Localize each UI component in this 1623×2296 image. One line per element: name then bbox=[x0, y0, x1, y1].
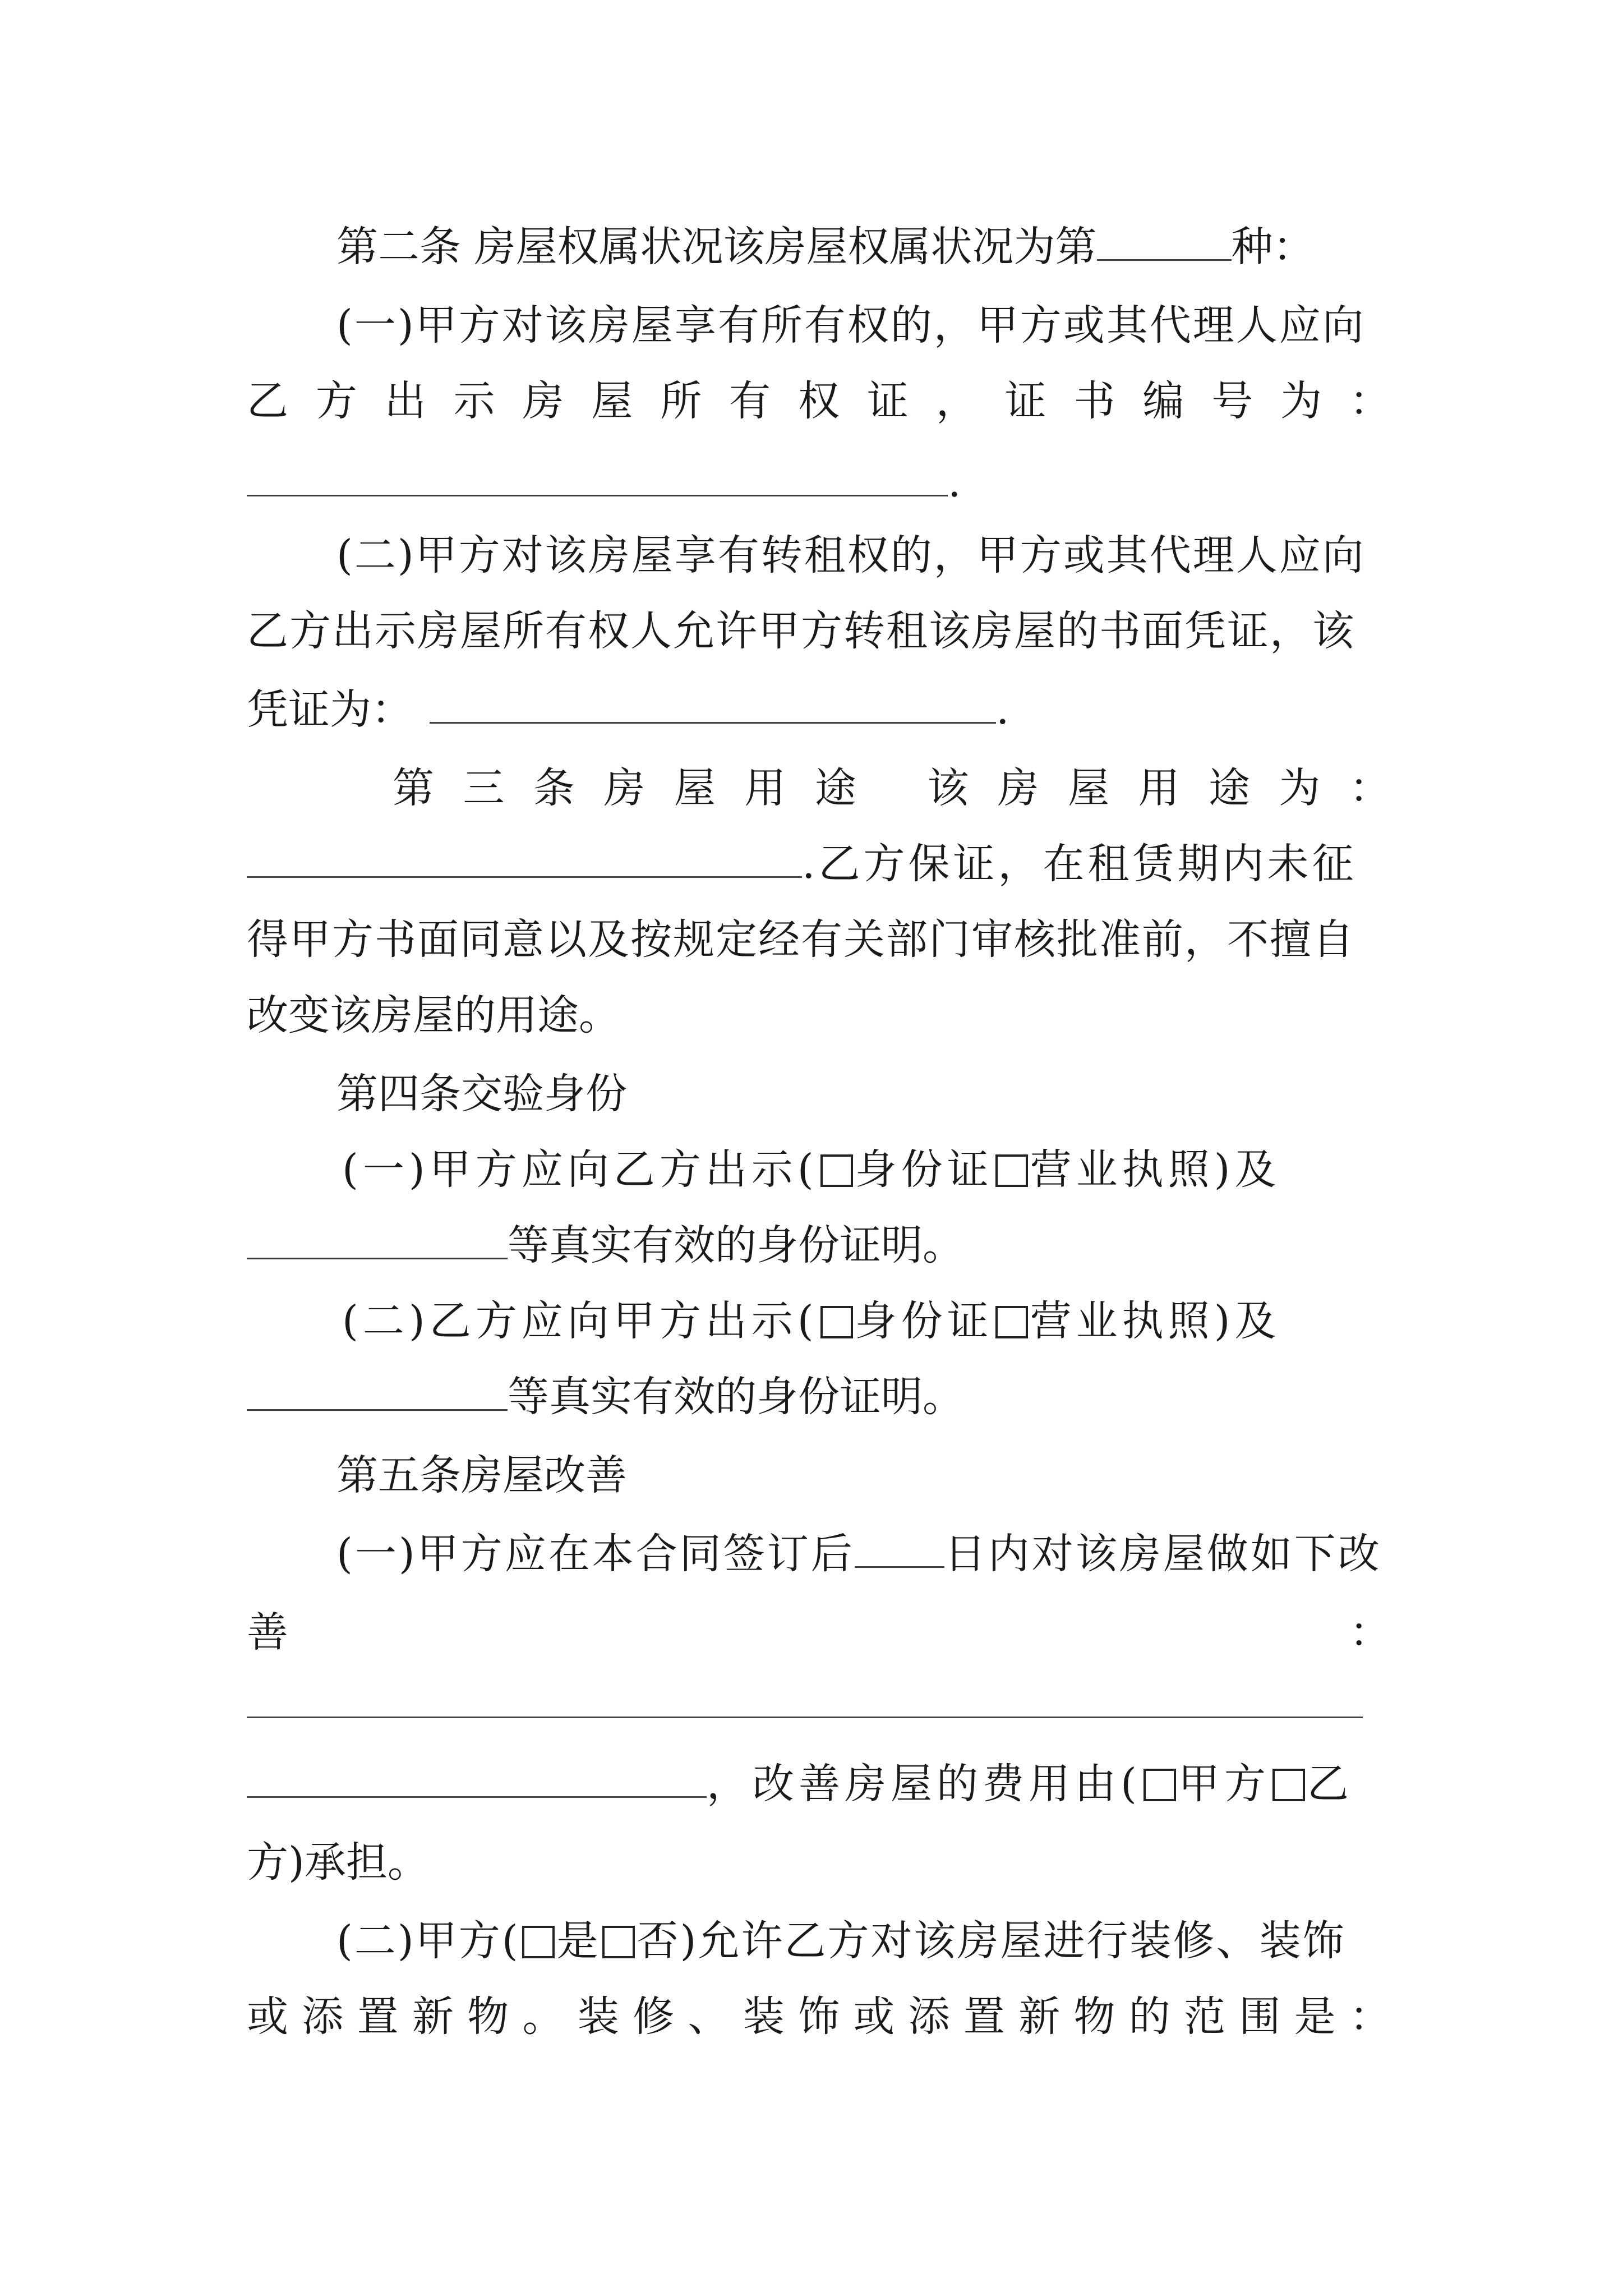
article5-heading: 第五条房屋改善 bbox=[336, 1451, 627, 1499]
article5-item1-line2: 善 ： bbox=[247, 1608, 1391, 1657]
business-license-checkbox[interactable] bbox=[995, 1154, 1028, 1187]
article5-item1-line1: (一)甲方应在本合同签订后 日内对该房屋做如下改 bbox=[336, 1523, 1391, 1585]
landlord-checkbox[interactable] bbox=[1144, 1769, 1176, 1801]
days-blank[interactable] bbox=[855, 1527, 944, 1568]
business-license-checkbox[interactable] bbox=[995, 1306, 1028, 1338]
id-card-checkbox[interactable] bbox=[820, 1154, 853, 1187]
article3-line2: .乙方保证，在租赁期内未征 bbox=[247, 833, 1391, 895]
id-card-checkbox[interactable] bbox=[820, 1306, 853, 1338]
improvement-blank-line[interactable] bbox=[247, 1717, 1363, 1718]
article2-item2-line3: 凭证为： . bbox=[247, 679, 1391, 740]
article4-item2-line1: (二)乙方应向甲方出示( 身份证 营业执照)及 bbox=[342, 1297, 1281, 1345]
article3-heading: 第 三 条 房 屋 用 途 该 房 屋 用 途 为 ： bbox=[393, 764, 1391, 812]
yes-checkbox[interactable] bbox=[522, 1926, 555, 1958]
article2-item1-line2: 乙 方 出 示 房 屋 所 有 权 证 ， 证 书 编 号 为 ： bbox=[247, 377, 1391, 425]
article2-item2-line2: 乙方出示房屋所有权人允许甲方转租该房屋的书面凭证，该 bbox=[247, 607, 1355, 655]
usage-blank[interactable] bbox=[247, 837, 802, 878]
tenant-checkbox[interactable] bbox=[1272, 1769, 1305, 1801]
article5-item1-line4: ，改善房屋的费用由( 甲方 乙 bbox=[247, 1753, 1391, 1815]
no-checkbox[interactable] bbox=[602, 1926, 635, 1958]
identity-doc-blank[interactable] bbox=[247, 1370, 508, 1411]
identity-doc-blank[interactable] bbox=[247, 1218, 508, 1259]
fill-blank[interactable] bbox=[1097, 220, 1232, 261]
article2-item1-line1: (一)甲方对该房屋享有所有权的，甲方或其代理人应向 bbox=[336, 301, 1366, 349]
article3-line3: 得甲方书面同意以及按规定经有关部门审核批准前，不擅自 bbox=[247, 915, 1355, 964]
article4-item1-line2: 等真实有效的身份证明。 bbox=[247, 1214, 1391, 1276]
article4-item1-line1: (一)甲方应向乙方出示( 身份证 营业执照)及 bbox=[342, 1145, 1281, 1194]
article3-line4: 改变该房屋的用途。 bbox=[247, 991, 620, 1039]
article2-item2-line1: (二)甲方对该房屋享有转租权的，甲方或其代理人应向 bbox=[336, 531, 1366, 579]
article2-heading: 第二条 房屋权属状况该房屋权属状况为第 种： bbox=[336, 216, 1391, 278]
article5-item2-line2: 或 添 置 新 物 。 装 修 、 装 饰 或 添 置 新 物 的 范 围 是 ： bbox=[247, 1993, 1391, 2041]
improvement-blank[interactable] bbox=[247, 1757, 707, 1798]
voucher-blank[interactable] bbox=[430, 683, 996, 724]
certificate-number-blank[interactable] bbox=[247, 455, 948, 496]
article4-item2-line2: 等真实有效的身份证明。 bbox=[247, 1366, 1391, 1428]
article4-heading: 第四条交验身份 bbox=[336, 1070, 627, 1118]
article5-item2-line1: (二)甲方( 是 否)允许乙方对该房屋进行装修、装饰 bbox=[336, 1917, 1346, 1965]
article5-item1-line5: 方)承担。 bbox=[247, 1838, 429, 1887]
article2-item1-line3: . bbox=[247, 452, 1391, 513]
